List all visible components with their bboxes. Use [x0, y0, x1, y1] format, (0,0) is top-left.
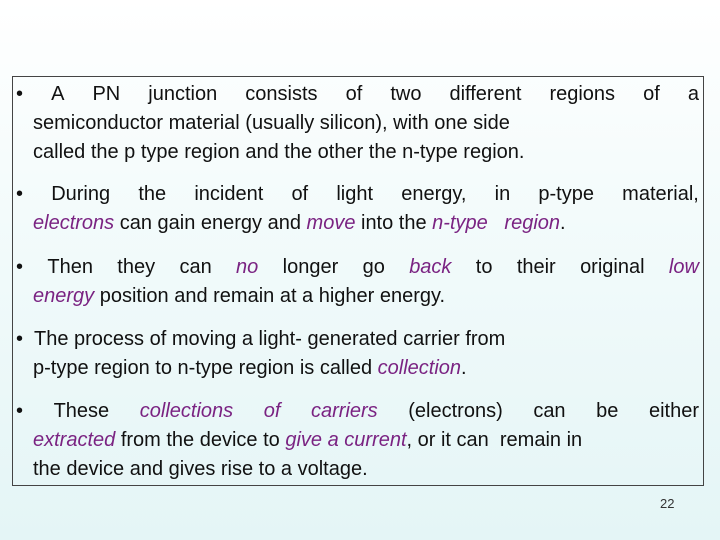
- word: During: [51, 183, 111, 205]
- bullet-symbol: •: [16, 83, 24, 105]
- bullet-2-line-2: [16, 209, 699, 238]
- bullet-4-line-2: [16, 354, 699, 383]
- plain-text: can gain energy and: [114, 212, 307, 234]
- plain-text: p-type region to n-type region is called: [33, 357, 378, 379]
- highlight-text: energy: [33, 285, 95, 307]
- bullet-3-line-1: [16, 253, 699, 282]
- highlight-word: collections: [139, 400, 234, 422]
- highlight-text: extracted: [33, 429, 116, 451]
- word: regions: [549, 83, 616, 105]
- plain-text: , or it can remain in: [406, 429, 583, 451]
- bullet-4: [16, 325, 699, 383]
- word: go: [362, 256, 385, 278]
- word: in: [494, 183, 511, 205]
- bullet-2: [16, 180, 699, 238]
- plain-text: .: [461, 357, 467, 379]
- word: can: [179, 256, 212, 278]
- word: incident: [194, 183, 264, 205]
- bullet-4-line-1: [16, 325, 699, 354]
- bullet-5-line-1: [16, 397, 699, 426]
- bullet-1-line-3: called the p type region and the other the n-type region.: [33, 141, 525, 163]
- word: These: [53, 400, 110, 422]
- bullet-5-line-3: the device and gives rise to a voltage.: [33, 458, 368, 480]
- word: can: [533, 400, 566, 422]
- highlight-word: of: [263, 400, 281, 422]
- word: original: [580, 256, 645, 278]
- highlight-text: n-type region: [432, 212, 561, 234]
- page-number: 22: [660, 496, 675, 511]
- word: two: [390, 83, 422, 105]
- word: A: [51, 83, 65, 105]
- highlight-text: give a current: [285, 429, 407, 451]
- word: PN: [92, 83, 121, 105]
- word: different: [449, 83, 522, 105]
- word: either: [648, 400, 699, 422]
- word: their: [516, 256, 556, 278]
- plain-text: into the: [355, 212, 433, 234]
- bullet-1-line-2: semiconductor material (usually silicon), with one side: [33, 112, 510, 134]
- bullet-5: [16, 397, 699, 484]
- plain-text: .: [560, 212, 566, 234]
- highlight-text: collection: [377, 357, 462, 379]
- highlight-word: carriers: [311, 400, 378, 422]
- word: be: [596, 400, 619, 422]
- bullet-5-line-2: [16, 426, 699, 455]
- bullet-3-line-2: [16, 282, 699, 311]
- plain-text: The process of moving a light- generated carrier from: [34, 328, 506, 350]
- word: energy,: [401, 183, 467, 205]
- word: consists: [245, 83, 318, 105]
- bullet-1: [16, 80, 699, 167]
- highlight-text: electrons: [33, 212, 115, 234]
- highlight-word: low: [668, 256, 699, 278]
- bullet-symbol: •: [16, 328, 24, 350]
- bullet-symbol: •: [16, 400, 24, 422]
- plain-text: from the device to: [115, 429, 286, 451]
- word: longer: [282, 256, 339, 278]
- word: p-type: [538, 183, 594, 205]
- word: to: [475, 256, 493, 278]
- bullet-symbol: •: [16, 183, 24, 205]
- bullet-2-line-1: [16, 180, 699, 209]
- word: Then: [47, 256, 93, 278]
- word: material,: [622, 183, 699, 205]
- word: the: [138, 183, 167, 205]
- word: light: [336, 183, 374, 205]
- word: a: [687, 83, 699, 105]
- word: junction: [148, 83, 218, 105]
- word: of: [345, 83, 363, 105]
- bullet-3: [16, 253, 699, 311]
- word: of: [643, 83, 660, 105]
- plain-text: position and remain at a higher energy.: [94, 285, 446, 307]
- highlight-word: back: [409, 256, 452, 278]
- bullet-1-line-1: [16, 80, 699, 109]
- highlight-word: no: [236, 256, 259, 278]
- word: (electrons): [408, 400, 503, 422]
- word: of: [291, 183, 309, 205]
- word: they: [117, 256, 156, 278]
- bullet-symbol: •: [16, 256, 24, 278]
- highlight-text: move: [306, 212, 356, 234]
